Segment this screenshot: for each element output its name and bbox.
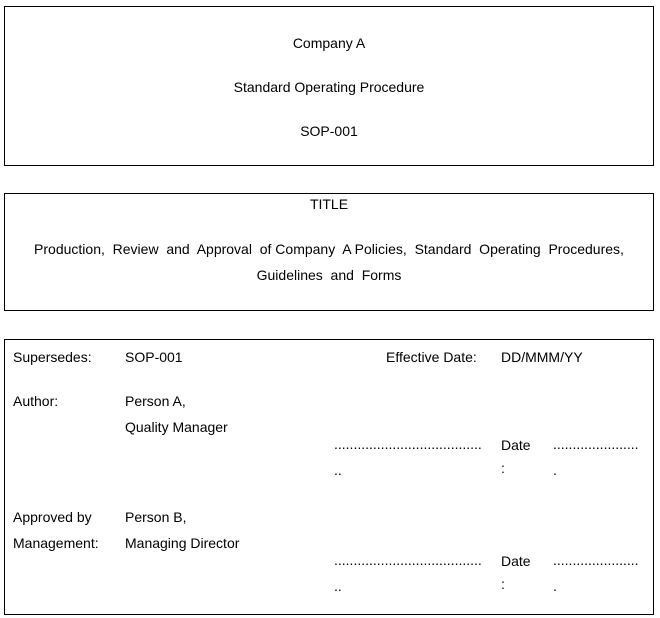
author-date-colon: : <box>501 460 505 476</box>
supersedes-value: SOP-001 <box>125 349 183 365</box>
author-date-tail: . <box>553 462 557 478</box>
author-label: Author: <box>13 393 59 409</box>
details-box <box>4 339 654 615</box>
approver-role: Managing Director <box>125 535 240 551</box>
approver-name: Person B, <box>125 509 187 525</box>
author-date-label: Date <box>501 437 531 453</box>
approver-date-line: ...................... <box>553 552 639 568</box>
header-box <box>4 6 654 166</box>
author-signature-line: ...................................... <box>334 436 482 452</box>
approver-date-colon: : <box>501 576 505 592</box>
effective-date-value: DD/MMM/YY <box>501 349 583 365</box>
approver-signature-line: ...................................... <box>334 552 482 568</box>
title-line-1: Production, Review and Approval of Company A Policies, Standard Operating Procedures, <box>34 241 624 257</box>
company-name: Company A <box>292 35 366 51</box>
author-signature-tail: .. <box>334 462 342 478</box>
sop-number: SOP-001 <box>300 123 358 139</box>
author-role: Quality Manager <box>125 419 228 435</box>
document-type: Standard Operating Procedure <box>233 79 425 95</box>
approved-label-1: Approved by <box>13 509 92 525</box>
approver-date-label: Date <box>501 553 531 569</box>
title-heading: TITLE <box>309 196 349 212</box>
approver-date-tail: . <box>553 578 557 594</box>
supersedes-label: Supersedes: <box>13 349 92 365</box>
approver-signature-tail: .. <box>334 578 342 594</box>
approved-label-2: Management: <box>13 535 99 551</box>
effective-date-label: Effective Date: <box>386 349 477 365</box>
title-line-2: Guidelines and Forms <box>256 267 402 283</box>
title-box <box>4 193 654 311</box>
author-date-line: ...................... <box>553 436 639 452</box>
author-name: Person A, <box>125 393 186 409</box>
